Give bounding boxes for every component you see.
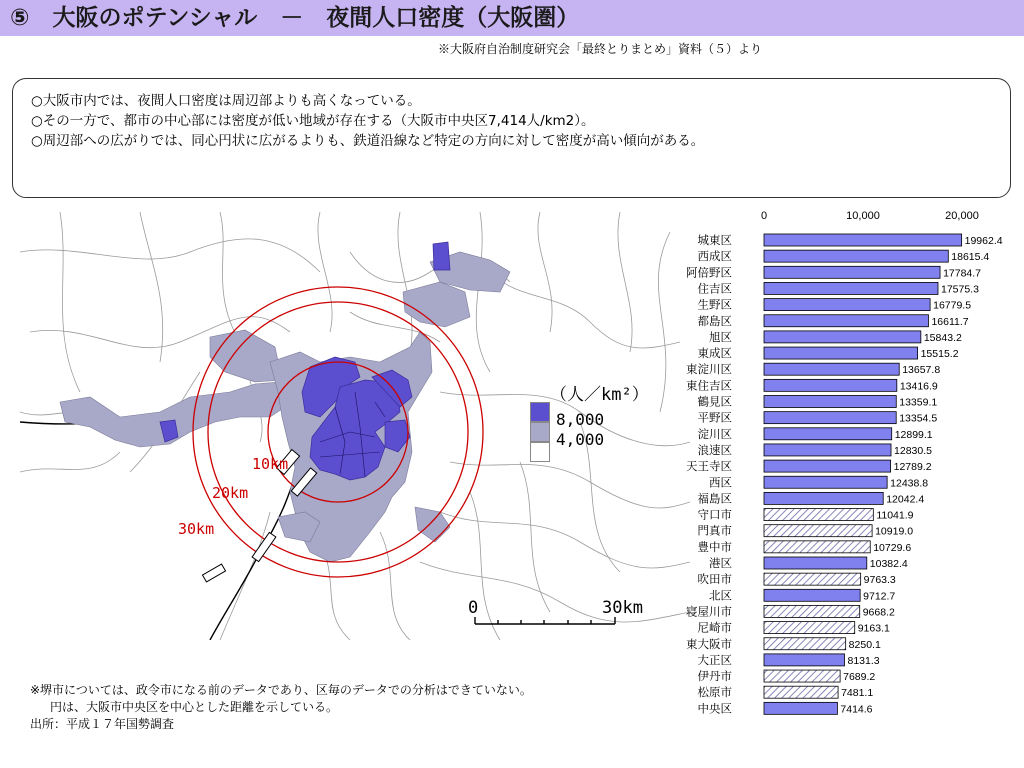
bar bbox=[764, 234, 962, 246]
footnote-2: 円は、大阪市中央区を中心とした距離を示している。 bbox=[50, 700, 339, 714]
x-tick-label: 10,000 bbox=[846, 210, 880, 222]
value-label: 7414.6 bbox=[840, 703, 873, 716]
footnotes bbox=[30, 682, 532, 733]
bar bbox=[764, 299, 930, 311]
category-label: 伊丹市 bbox=[697, 669, 732, 684]
value-label: 15843.2 bbox=[923, 331, 962, 344]
x-tick-label: 20,000 bbox=[945, 210, 979, 222]
category-label: 港区 bbox=[709, 556, 732, 570]
bar bbox=[764, 589, 860, 601]
category-label: 守口市 bbox=[697, 507, 732, 522]
bar bbox=[764, 282, 938, 294]
bar bbox=[764, 557, 867, 569]
value-label: 12789.2 bbox=[893, 461, 932, 474]
bar bbox=[764, 670, 840, 682]
category-label: 尼崎市 bbox=[697, 620, 732, 635]
value-label: 12830.5 bbox=[894, 444, 932, 457]
category-label: 西区 bbox=[709, 475, 732, 490]
x-tick-label: 0 bbox=[760, 210, 768, 222]
category-label: 門真市 bbox=[697, 523, 732, 538]
value-label: 12042.4 bbox=[886, 493, 925, 506]
value-label: 8250.1 bbox=[848, 638, 881, 651]
category-label: 福島区 bbox=[697, 491, 732, 506]
bar bbox=[764, 460, 891, 472]
category-label: 東大阪市 bbox=[686, 636, 732, 651]
bar bbox=[764, 379, 897, 391]
legend-swatch-mid bbox=[530, 422, 550, 442]
category-label: 生野区 bbox=[697, 297, 732, 312]
value-label: 11041.9 bbox=[876, 509, 914, 522]
value-label: 13354.5 bbox=[899, 412, 938, 425]
value-label: 10729.6 bbox=[873, 541, 912, 554]
category-label: 豊中市 bbox=[697, 539, 732, 554]
bar bbox=[764, 412, 896, 424]
bar bbox=[764, 573, 861, 585]
bar bbox=[764, 654, 844, 666]
value-label: 13657.8 bbox=[902, 364, 941, 377]
category-label: 平野区 bbox=[697, 410, 732, 425]
category-label: 鶴見区 bbox=[697, 394, 732, 409]
category-label: 浪速区 bbox=[697, 442, 732, 457]
page-title: ⑤ 大阪のポテンシャル － 夜間人口密度（大阪圏） bbox=[0, 0, 1024, 36]
value-label: 13416.9 bbox=[899, 380, 938, 393]
bar bbox=[764, 428, 892, 440]
density-bar-chart bbox=[660, 204, 1024, 724]
summary-line-3: ○周辺部への広がりでは、同心円状に広がるよりも、鉄道沿線など特定の方向に対して密度が高い傾向がある。 bbox=[31, 133, 705, 149]
category-label: 東住吉区 bbox=[686, 378, 732, 393]
category-label: 中央区 bbox=[697, 701, 732, 716]
value-label: 12438.8 bbox=[890, 477, 929, 490]
bar bbox=[764, 476, 887, 488]
bar bbox=[764, 509, 873, 521]
value-label: 19962.4 bbox=[964, 235, 1003, 247]
legend-level-4000: 4,000 bbox=[556, 430, 605, 449]
value-label: 16779.5 bbox=[933, 299, 972, 312]
legend-swatch-low bbox=[530, 442, 550, 462]
bar bbox=[764, 525, 872, 537]
category-label: 住吉区 bbox=[697, 281, 732, 296]
scale-label-start: 0 bbox=[468, 598, 479, 618]
legend-unit: （人／km²） bbox=[550, 385, 649, 405]
value-label: 9163.1 bbox=[857, 622, 890, 635]
legend-swatch-high bbox=[530, 402, 550, 422]
value-label: 13359.1 bbox=[899, 396, 938, 409]
bar bbox=[764, 605, 860, 617]
footnote-source: 出所：平成１７年国勢調査 bbox=[30, 717, 175, 731]
category-label: 東成区 bbox=[697, 346, 732, 361]
category-label: 都島区 bbox=[697, 313, 732, 328]
scale-label-end: 30km bbox=[602, 598, 643, 618]
value-label: 15515.2 bbox=[920, 348, 959, 361]
bar bbox=[764, 638, 846, 650]
bar bbox=[764, 331, 921, 343]
value-label: 9668.2 bbox=[862, 606, 895, 619]
value-label: 18615.4 bbox=[951, 251, 990, 264]
value-label: 10382.4 bbox=[869, 558, 908, 570]
ring-label-20km: 20km bbox=[212, 484, 249, 502]
category-label: 大正区 bbox=[697, 652, 732, 667]
bar bbox=[764, 347, 918, 359]
value-label: 9712.7 bbox=[863, 590, 896, 603]
legend-level-8000: 8,000 bbox=[556, 410, 605, 429]
footnote-1: ※堺市については、政令市になる前のデータであり、区毎のデータでの分析はできていない。 bbox=[30, 683, 532, 697]
value-label: 17575.3 bbox=[940, 283, 979, 296]
category-label: 東淀川区 bbox=[686, 362, 732, 377]
summary-box bbox=[12, 78, 1011, 198]
mid-density-regions bbox=[60, 252, 510, 562]
bar bbox=[764, 622, 855, 634]
value-label: 16611.7 bbox=[931, 315, 969, 328]
bar bbox=[764, 250, 948, 262]
category-label: 天王寺区 bbox=[686, 459, 732, 474]
value-label: 9763.3 bbox=[863, 574, 896, 587]
bar bbox=[764, 686, 838, 698]
value-label: 10919.0 bbox=[875, 525, 914, 538]
value-label: 17784.7 bbox=[943, 267, 982, 280]
category-label: 淀川区 bbox=[697, 426, 732, 441]
value-label: 7481.1 bbox=[841, 687, 874, 700]
summary-line-2: ○その一方で、都市の中心部には密度が低い地域が存在する（大阪市中央区7,414人/km2）。 bbox=[31, 113, 595, 129]
category-label: 吹田市 bbox=[697, 572, 732, 587]
category-label: 西成区 bbox=[697, 249, 732, 264]
scale-bar bbox=[475, 617, 615, 624]
map-legend bbox=[530, 378, 650, 468]
category-label: 松原市 bbox=[697, 685, 732, 700]
category-label: 旭区 bbox=[709, 329, 732, 344]
bar bbox=[764, 444, 891, 456]
category-label: 阿倍野区 bbox=[686, 265, 732, 280]
bar bbox=[764, 315, 928, 327]
category-label: 寝屋川市 bbox=[686, 604, 732, 619]
ring-label-30km: 30km bbox=[178, 520, 215, 538]
bar bbox=[764, 702, 837, 714]
bar bbox=[764, 541, 870, 553]
source-note: ※大阪府自治制度研究会「最終とりまとめ」資料（５）より bbox=[438, 42, 763, 56]
category-label: 北区 bbox=[709, 588, 732, 603]
bar bbox=[764, 492, 883, 504]
summary-line-1: ○大阪市内では、夜間人口密度は周辺部よりも高くなっている。 bbox=[31, 93, 421, 109]
category-label: 城東区 bbox=[697, 233, 732, 247]
bar bbox=[764, 266, 940, 278]
bar-chart-svg bbox=[660, 204, 1024, 724]
ring-label-10km: 10km bbox=[252, 455, 289, 473]
bar bbox=[764, 396, 896, 408]
value-label: 7689.2 bbox=[843, 671, 876, 684]
value-label: 8131.3 bbox=[847, 654, 880, 667]
bar bbox=[764, 363, 899, 375]
value-label: 12899.1 bbox=[894, 428, 933, 441]
